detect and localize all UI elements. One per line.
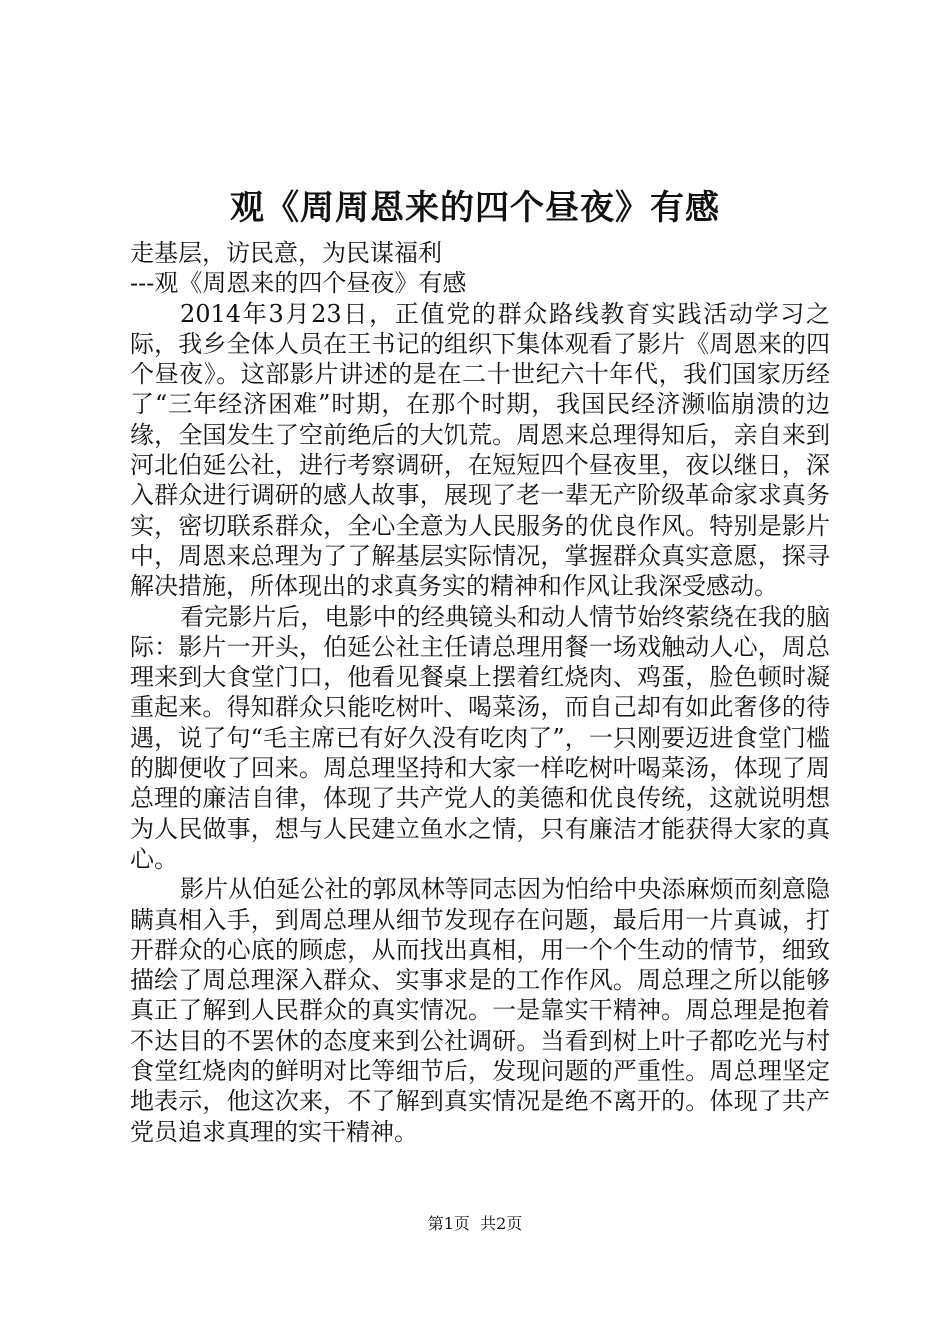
paragraph-3: 影片从伯延公社的郭凤林等同志因为怕给中央添麻烦而刻意隐瞒真相入手，到周总理从细节发现存在问题，最后用一片真诚，打开群众的心底的顾虑，从而找出真相，用一个个生动的情节，细致描绘了周总理深入群众、实事求是的工作作风。周总理之所以能够真正了解到人民群众的真实情况。一是靠实干精神。周总理是抱着不达目的不罢休的态度来到公社调研。当看到树上叶子都吃光与村食堂红烧肉的鲜明对比等细节后，发现问题的严重性。周总理坚定地表示，他这次来，不了解到真实情况是绝不离开的。体现了共产党员追求真理的实干精神。 (130, 875, 830, 1146)
paragraph-2: 看完影片后，电影中的经典镜头和动人情节始终萦绕在我的脑际：影片一开头，伯延公社主任请总理用餐一场戏触动人心，周总理来到大食堂门口，他看见餐桌上摆着红烧肉、鸡蛋，脸色顿时凝重起来。得知群众只能吃树叶、喝菜汤，而自己却有如此奢侈的待遇，说了句“毛主席已有好久没有吃肉了”，一只刚要迈进食堂门槛的脚便收了回来。周总理坚持和大家一样吃树叶喝菜汤，体现了周总理的廉洁自律，体现了共产党人的美德和优良传统，这就说明想为人民做事，想与人民建立鱼水之情，只有廉洁才能获得大家的真心。 (130, 602, 830, 873)
document-body (130, 238, 830, 1147)
paragraph-1: 2014年3月23日，正值党的群众路线教育实践活动学习之际，我乡全体人员在王书记的组织下集体观看了影片《周恩来的四个昼夜》。这部影片讲述的是在二十世纪六十年代，我们国家历经了“三年经济困难”时期，在那个时期，我国民经济濒临崩溃的边缘，全国发生了空前绝后的大饥荒。周恩来总理得知后，亲自来到河北伯延公社，进行考察调研，在短短四个昼夜里，夜以继日，深入群众进行调研的感人故事，展现了老一辈无产阶级革命家求真务实，密切联系群众，全心全意为人民服务的优良作风。特别是影片中，周恩来总理为了了解基层实际情况，掌握群众真实意愿，探寻解决措施，所体现出的求真务实的精神和作风让我深受感动。 (130, 299, 830, 601)
subtitle-line-1: 走基层，访民意，为民谋福利 (130, 239, 442, 267)
page-number-label: 第1页 共2页 (427, 1214, 523, 1233)
subtitle-line-2: ---观《周恩来的四个昼夜》有感 (130, 269, 467, 298)
document-title: 观《周周恩来的四个昼夜》有感 (230, 188, 720, 228)
page-footer (0, 1212, 950, 1236)
